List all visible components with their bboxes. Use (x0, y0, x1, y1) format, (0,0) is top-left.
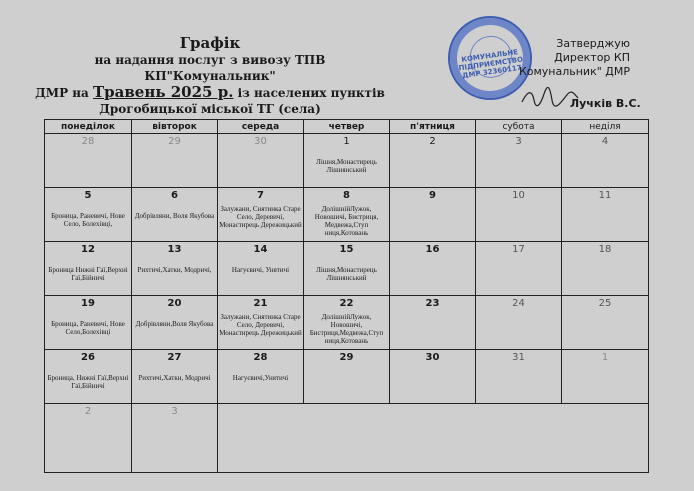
day-number: 3 (171, 406, 178, 417)
weekday-header-thu: четвер (304, 120, 390, 134)
day-number: 8 (343, 190, 350, 201)
day-cell (45, 134, 132, 188)
day-number: 18 (598, 244, 612, 255)
day-cell (304, 296, 390, 350)
day-cell (218, 188, 304, 242)
day-cell (132, 242, 218, 296)
weekday-header-wed: середа (218, 120, 304, 134)
approval-line-3: Комунальник" ДМР (518, 65, 630, 78)
week-row-6 (45, 404, 649, 473)
day-number: 15 (339, 244, 354, 255)
day-cell (45, 242, 132, 296)
day-cell (390, 296, 476, 350)
day-cell (390, 134, 476, 188)
day-number: 20 (167, 298, 182, 309)
day-note: Лішня,Монастирець Лішнянський (316, 266, 377, 282)
weekday-header-tue: вівторок (132, 120, 218, 134)
week-row-5 (45, 350, 649, 404)
day-note: Броница, Раневичі, Нове Село,Болехівці (51, 320, 125, 336)
approval-line-1: Затверджую (556, 37, 630, 50)
approval-block (500, 37, 630, 79)
calendar-table (44, 119, 649, 473)
day-number: 21 (253, 298, 268, 309)
day-number: 1 (343, 136, 350, 147)
day-note: Залужани, Снятинка Старе Село, Деревичі, Монастирець Дережицький (219, 313, 302, 337)
week-row-4 (45, 296, 649, 350)
day-note: Добрівляни,Воля Якубова (135, 320, 214, 328)
day-number: 29 (168, 136, 181, 147)
day-cell (45, 188, 132, 242)
day-cell (304, 242, 390, 296)
day-note: Лішня,Монастирець Лішнянський (316, 158, 377, 174)
week-row-1 (45, 134, 649, 188)
approval-line-2: Директор КП (554, 51, 630, 64)
day-cell (390, 242, 476, 296)
day-number: 28 (81, 136, 95, 147)
day-cell (45, 350, 132, 404)
day-cell (390, 188, 476, 242)
day-note: Рихтичі,Хатки, Модричі, (137, 266, 212, 274)
day-number: 23 (425, 298, 440, 309)
day-number: 30 (254, 136, 267, 147)
day-number: 22 (339, 298, 354, 309)
day-cell (304, 134, 390, 188)
day-cell (132, 404, 218, 473)
title-prefix: ДМР на (35, 86, 89, 100)
day-cell (218, 134, 304, 188)
day-cell (390, 350, 476, 404)
day-number: 7 (257, 190, 264, 201)
day-number: 2 (429, 136, 436, 147)
day-cell (218, 242, 304, 296)
title-suffix: із населених пунктів (237, 86, 385, 100)
day-cell (562, 134, 649, 188)
day-note: Рихтичі,Хатки, Модричі (138, 374, 211, 382)
day-cell (132, 188, 218, 242)
day-cell (218, 296, 304, 350)
day-number: 4 (601, 136, 609, 147)
day-number: 24 (512, 298, 525, 309)
day-number: 12 (81, 244, 95, 255)
day-note: Нагуєвичі, Унятичі (231, 266, 290, 274)
day-cell (476, 134, 562, 188)
weekday-header-mon: понеділок (45, 120, 132, 134)
day-note: Броница, Нижні Гаї,Верхні Гаї,Бійничі (47, 374, 129, 390)
day-number: 9 (429, 190, 436, 201)
day-cell (562, 296, 649, 350)
day-note: Нагуєвичі,Унятичі (232, 374, 289, 382)
day-number: 28 (253, 352, 268, 363)
day-number: 6 (171, 190, 178, 201)
day-number: 10 (512, 190, 525, 201)
day-cell (476, 296, 562, 350)
title-line-1: на надання послуг з вивозу ТПВ КП"Комунальник" (94, 53, 326, 83)
title-line-3 (30, 84, 390, 101)
day-cell (476, 242, 562, 296)
day-cell (476, 350, 562, 404)
week-row-2 (45, 188, 649, 242)
day-number: 30 (425, 352, 440, 363)
day-number: 14 (253, 244, 268, 255)
day-note: Броница, Раневичі, Нове Село, Болехівці, (51, 212, 125, 228)
day-number: 26 (81, 352, 95, 363)
empty-merged-cell (218, 404, 649, 473)
day-number: 1 (601, 352, 609, 363)
day-note: Добрівляни, Воля Якубова (134, 212, 215, 220)
day-number: 2 (84, 406, 92, 417)
weekday-header-sat: субота (476, 120, 562, 134)
day-cell (304, 350, 390, 404)
day-cell (304, 188, 390, 242)
day-note: Залужани, Снятинка Старе Село, Деревичі, Монастирець Дережицький (219, 205, 302, 229)
day-cell (562, 350, 649, 404)
day-note: ДолішнійЛужок, Новошичі, Бистриця,Медвежа,Ступ ниця,Котовань (309, 313, 384, 345)
day-number: 29 (339, 352, 354, 363)
day-number: 25 (598, 298, 612, 309)
day-cell (218, 350, 304, 404)
day-number: 19 (81, 298, 95, 309)
day-cell (132, 296, 218, 350)
month-name: Травень 2025 р. (93, 83, 234, 101)
week-row-3 (45, 242, 649, 296)
day-number: 17 (512, 244, 525, 255)
schedule-title-block (30, 35, 390, 117)
signer-name: Лучків В.С. (570, 97, 641, 110)
weekday-header-fri: п'ятниця (390, 120, 476, 134)
title-line-4: Дрогобицької міської ТГ (села) (99, 102, 321, 116)
weekday-header-row (45, 120, 649, 134)
day-note: Броница Нижні Гаї,Верхні Гаї,Бійничі (48, 266, 128, 282)
stamp-text: КОМУНАЛЬНЕ ПІДПРИЄМСТВО ДМР 32360117 (458, 48, 524, 80)
weekday-header-sun: неділя (562, 120, 649, 134)
day-number: 5 (84, 190, 92, 201)
day-cell (45, 404, 132, 473)
day-cell (132, 134, 218, 188)
day-number: 16 (425, 244, 440, 255)
day-number: 27 (167, 352, 182, 363)
day-cell (476, 188, 562, 242)
day-cell (562, 188, 649, 242)
page-title: Графік (179, 34, 241, 52)
day-number: 11 (598, 190, 612, 201)
day-number: 13 (167, 244, 182, 255)
day-cell (562, 242, 649, 296)
day-number: 3 (515, 136, 522, 147)
day-note: ДолішнійЛужок, Новошичі, Бистриця, Медвежа,Ступ ниця,Котовань (314, 205, 379, 237)
day-number: 31 (512, 352, 525, 363)
day-cell (45, 296, 132, 350)
day-cell (132, 350, 218, 404)
